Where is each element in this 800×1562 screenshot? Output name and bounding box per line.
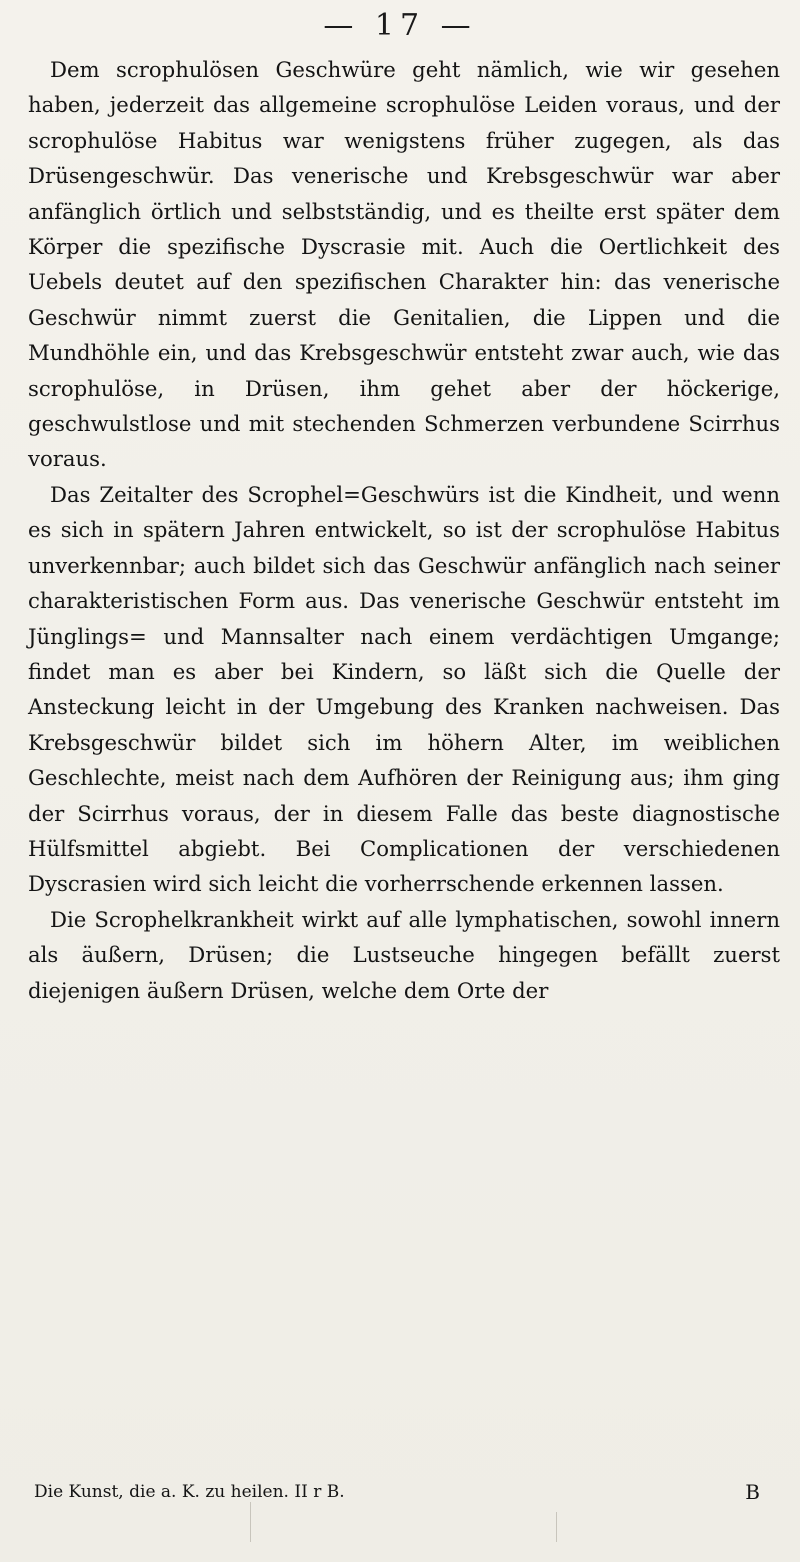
paragraph-1: Dem scrophulösen Geschwüre geht nämlich, wie wir gesehen haben, jederzeit das allgemeine scrophulöse Leiden voraus, und der scrophulöse Habitus war wenigstens früher zugegen, als das Drüsengeschwür. Das venerische und Krebsgeschwür war aber anfänglich örtlich und selbstständig, und es theilte erst später dem Körper die spezifische Dyscrasie mit. Auch die Oertlichkeit des Uebels deutet auf den spezifischen Charakter hin: das venerische Geschwür nimmt zuerst die Genitalien, die Lippen und die Mundhöhle ein, und das Krebsgeschwür entsteht zwar auch, wie das scrophulöse, in Drüsen, ihm gehet aber der höckerige, geschwulstlose und mit stechenden Schmerzen verbundene Scirrhus voraus. — [28, 57, 780, 472]
paragraph-2: Das Zeitalter des Scrophel=Geschwürs ist die Kindheit, und wenn es sich in spätern Jahren entwickelt, so ist der scrophulöse Habitus unverkennbar; auch bildet sich das Geschwür anfänglich nach seiner charakteristischen Form aus. Das venerische Geschwür entsteht im Jünglings= und Mannsalter nach einem verdächtigen Umgange; findet man es aber bei Kindern, so läßt sich die Quelle der Ansteckung leicht in der Umgebung des Kranken nachweisen. Das Krebsgeschwür bildet sich im höhern Alter, im weiblichen Geschlechte, meist nach dem Aufhören der Reinigung aus; ihm ging der Scirrhus voraus, der in diesem Falle das beste diagnostische Hülfsmittel abgiebt. Bei Complicationen der verschiedenen Dyscrasien wird sich leicht die vorherrschende erkennen lassen. — [28, 481, 780, 897]
signature-mark: B — [745, 1480, 760, 1504]
page-footer — [34, 1482, 760, 1514]
footer-note: Die Kunst, die a. K. zu heilen. II r B. — [34, 1482, 345, 1502]
paragraph-3: Die Scrophelkrankheit wirkt auf alle lymphatischen, sowohl innern als äußern, Drüsen; die Lustseuche hingegen befällt zuerst diejenigen äußern Drüsen, welche dem Orte der — [28, 906, 780, 1003]
body-text — [28, 52, 780, 1008]
edge-mark-right — [556, 1512, 557, 1542]
edge-mark-left — [250, 1502, 251, 1542]
page-number-header: — 17 — — [323, 8, 477, 43]
